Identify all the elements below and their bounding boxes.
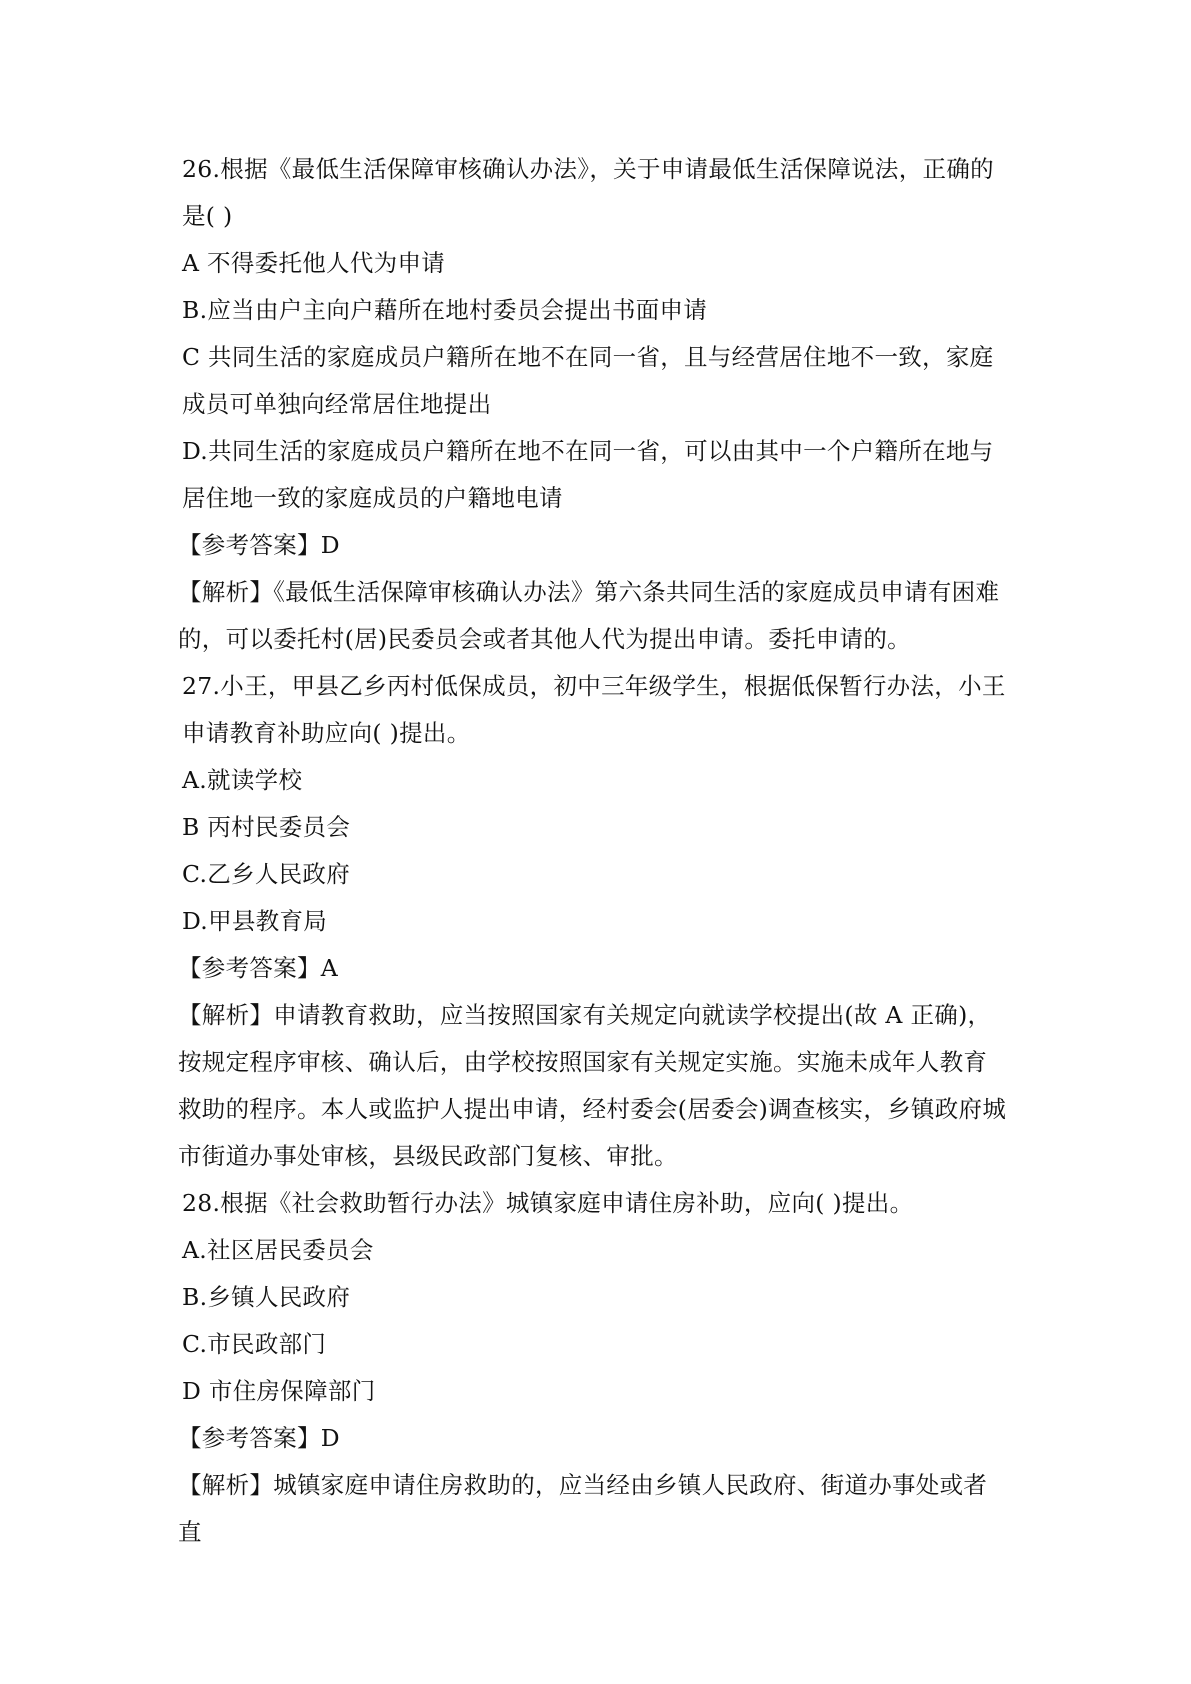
option-b: B.乡镇人民政府 <box>182 1283 351 1311</box>
option-d: D 市住房保障部门 <box>182 1377 376 1405</box>
option-b: B 丙村民委员会 <box>182 813 351 841</box>
reference-answer: 【参考答案】A <box>178 954 339 982</box>
option-d: D.甲县教育局 <box>182 907 328 935</box>
option-d: D.共同生活的家庭成员户籍所在地不在同一省，可以由其中一个户籍所在地与居住地一致的家庭成员的户籍地电请 <box>182 437 994 512</box>
option-a: A.社区居民委员会 <box>182 1236 374 1264</box>
option-c: C 共同生活的家庭成员户籍所在地不在同一省，且与经营居住地不一致，家庭成员可单独向经常居住地提出 <box>182 343 994 418</box>
option-a: A.就读学校 <box>182 766 303 794</box>
option-b: B.应当由户主向户藉所在地村委员会提出书面申请 <box>182 296 708 324</box>
option-a: A 不得委托他人代为申请 <box>182 249 446 277</box>
question-27 <box>178 663 1010 1180</box>
analysis: 【解析】申请教育救助，应当按照国家有关规定向就读学校提出(故 A 正确)，按规定程序审核、确认后，由学校按照国家有关规定实施。实施未成年人教育救助的程序。本人或监护人提出申请，经村委会(居委会)调查核实，乡镇政府城市街道办事处审核，县级民政部门复核、审批。 <box>178 1001 1007 1170</box>
document-body <box>178 146 1010 1556</box>
reference-answer: 【参考答案】D <box>178 531 340 559</box>
reference-answer: 【参考答案】D <box>178 1424 340 1452</box>
option-c: C.市民政部门 <box>182 1330 327 1358</box>
analysis: 【解析】城镇家庭申请住房救助的，应当经由乡镇人民政府、街道办事处或者直 <box>178 1471 988 1546</box>
question-stem: 26.根据《最低生活保障审核确认办法》，关于申请最低生活保障说法，正确的是( ) <box>182 155 994 230</box>
question-28 <box>178 1180 1010 1556</box>
question-stem: 27.小王，甲县乙乡丙村低保成员，初中三年级学生，根据低保暂行办法，小王申请教育补助应向( )提出。 <box>182 672 1006 747</box>
question-stem: 28.根据《社会救助暂行办法》城镇家庭申请住房补助，应向( )提出。 <box>182 1189 914 1217</box>
question-26 <box>178 146 1010 663</box>
option-c: C.乙乡人民政府 <box>182 860 351 888</box>
analysis: 【解析】《最低生活保障审核确认办法》第六条共同生活的家庭成员申请有困难的，可以委托村(居)民委员会或者其他人代为提出申请。委托申请的。 <box>178 578 1000 653</box>
